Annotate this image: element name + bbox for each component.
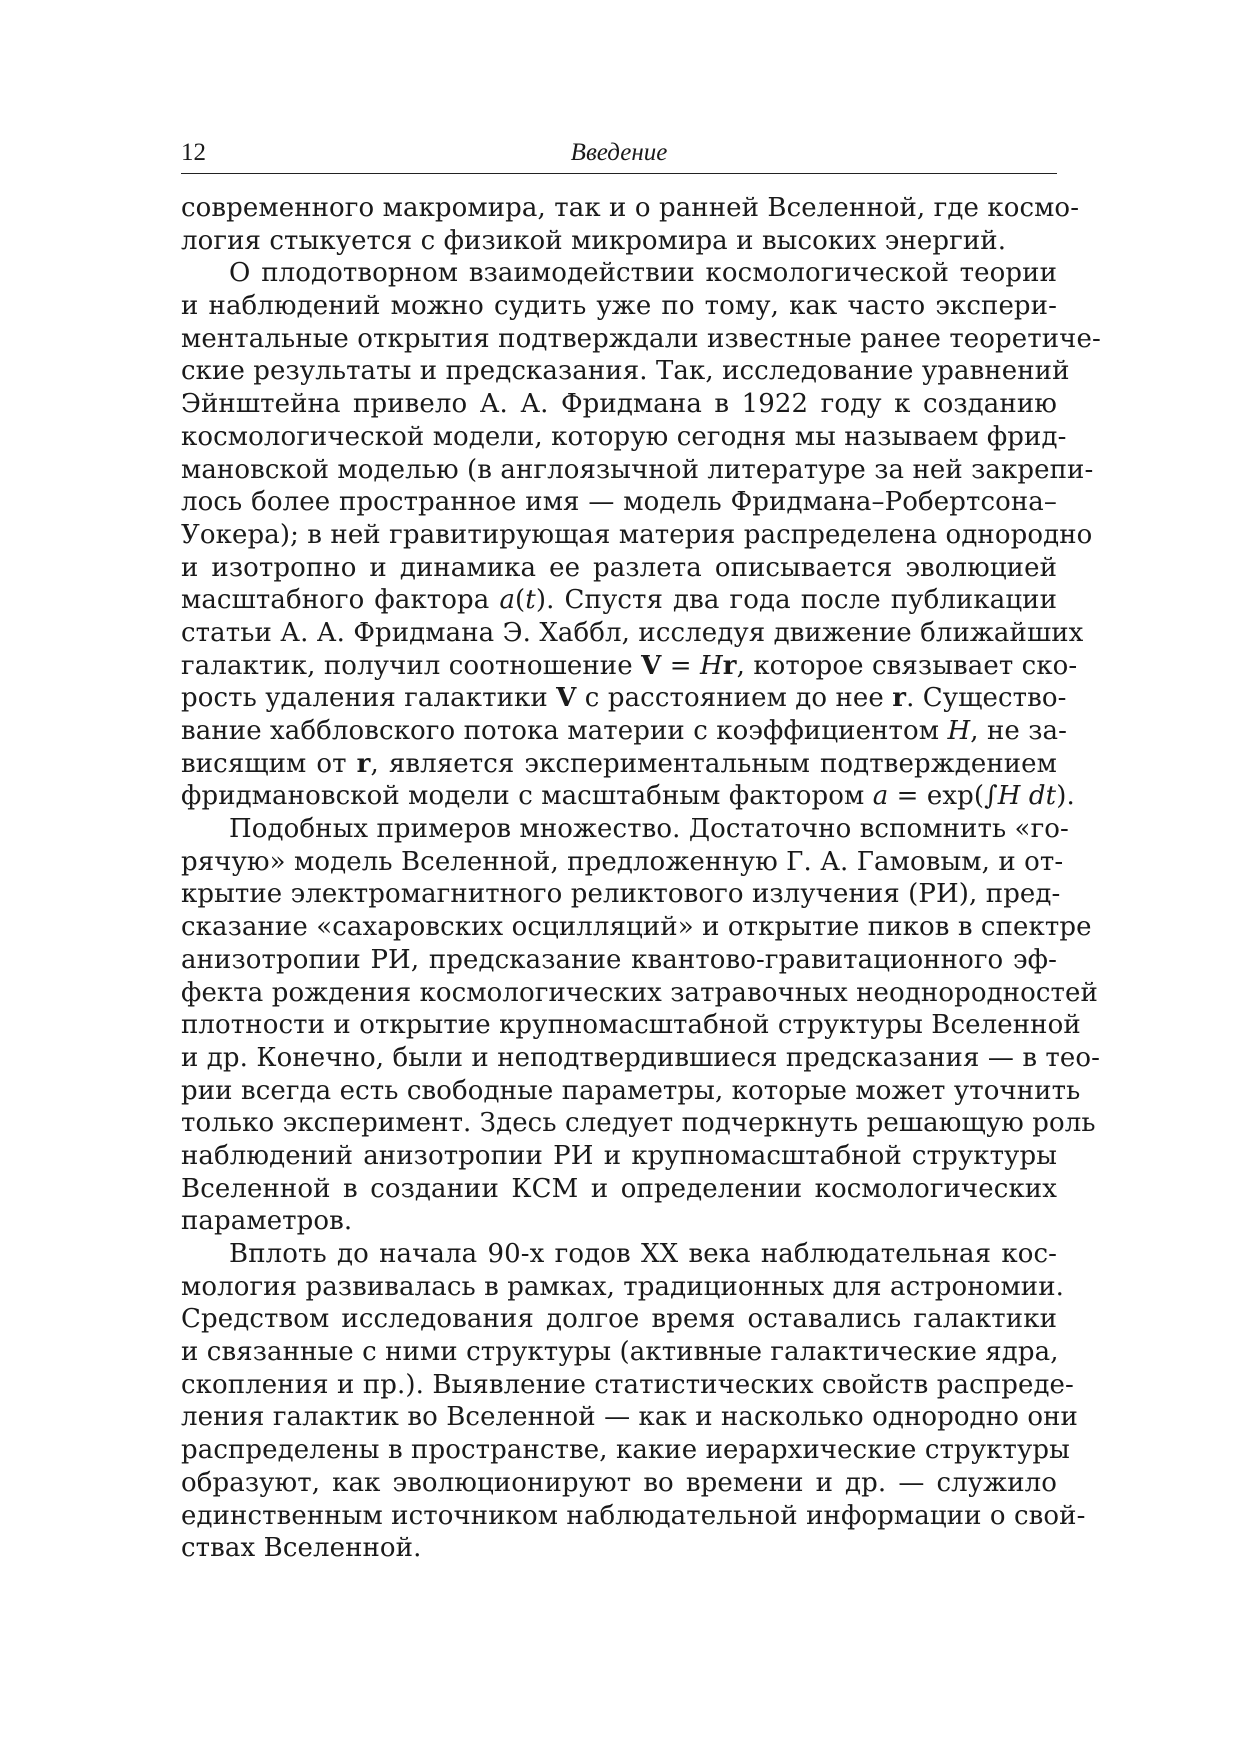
text-segment: современного макромира, так и о ранней Вселенной, где космо- (181, 193, 1080, 223)
text-line (181, 682, 1067, 715)
math-symbol: a (872, 781, 889, 812)
page-number: 12 (181, 139, 206, 166)
text-line (181, 257, 1057, 290)
text-segment: , которое связывает ско- (736, 650, 1078, 681)
text-segment: . Спустя два года после публикации (546, 585, 1057, 616)
text-segment: образуют, как эволюционируют во времени и др. — служило (181, 1467, 1057, 1498)
text-line (181, 552, 1057, 585)
text-segment: наблюдений анизотропии РИ и крупномасштабной структуры (181, 1140, 1057, 1171)
text-segment: фридмановской модели с масштабным фактором (181, 781, 873, 812)
text-line (181, 454, 1094, 487)
text-segment: мановской моделью (в англоязычной литературе за ней закрепи- (181, 454, 1094, 485)
math-symbol: ) (535, 585, 547, 616)
text-line (181, 813, 1069, 846)
text-segment: Вплоть до начала 90-х годов XX века наблюдательная кос- (229, 1239, 1057, 1269)
text-line (181, 911, 1092, 944)
text-line (181, 1401, 1078, 1434)
text-segment: рость удаления галактики (181, 683, 557, 714)
text-segment: единственным источником наблюдательной информации о свой- (181, 1500, 1086, 1531)
text-segment: рячую» модель Вселенной, предложенную Г. А. Гамовым, и от- (181, 846, 1064, 877)
text-segment: висящим от (181, 748, 357, 779)
text-line (181, 290, 1057, 323)
text-line (181, 1336, 1057, 1369)
text-line (181, 1238, 1057, 1271)
text-segment: с расстоянием до нее (576, 683, 893, 714)
text-segment: фекта рождения космологических затравочных неоднородностей (181, 977, 1098, 1008)
text-line (181, 1434, 1070, 1467)
text-segment: масштабного фактора (181, 585, 500, 616)
text-segment: Уокера); в ней гравитирующая материя распределена однородно (181, 519, 1093, 550)
math-symbol: H dt (997, 781, 1057, 812)
text-segment: ления галактик во Вселенной — как и насколько однородно они (181, 1402, 1078, 1433)
text-segment: и др. Конечно, были и неподтвердившиеся предсказания — в тео- (181, 1042, 1101, 1073)
text-line (181, 748, 1057, 781)
text-segment: , является экспериментальным подтверждением (370, 748, 1057, 779)
text-line (181, 1042, 1101, 1075)
text-segment: вание хаббловского потока материи с коэффициентом (181, 716, 948, 746)
text-line (181, 225, 1057, 258)
math-symbol: = (661, 650, 700, 681)
math-symbol: a (499, 585, 516, 616)
text-segment: мология развивалась в рамках, традиционных для астрономии. (181, 1271, 1065, 1302)
text-line (181, 1467, 1057, 1500)
text-line (181, 1173, 1057, 1206)
text-segment: Подобных примеров множество. Достаточно вспомнить «го- (229, 814, 1069, 845)
text-segment: только эксперимент. Здесь следует подчеркнуть решающую роль (181, 1108, 1096, 1139)
math-symbol: r (722, 650, 737, 681)
text-line (181, 1369, 1074, 1402)
text-line (181, 388, 1057, 421)
text-segment: плотности и открытие крупномасштабной структуры Вселенной (181, 1010, 1081, 1041)
text-segment: крытие электромагнитного реликтового излучения (РИ), пред- (181, 879, 1061, 910)
text-segment: параметров. (181, 1206, 353, 1237)
math-symbol: V (641, 650, 662, 681)
text-line (181, 1532, 1057, 1565)
text-segment: Средством исследования долгое время оставались галактики (181, 1304, 1057, 1335)
body-text (181, 192, 1101, 1565)
text-segment: и изотропно и динамика ее разлета описывается эволюцией (181, 552, 1057, 583)
text-line (181, 192, 1080, 225)
text-segment: скопления и пр.). Выявление статистических свойств распреде- (181, 1369, 1074, 1400)
text-line (181, 486, 1057, 519)
text-segment: ские результаты и предсказания. Так, исследование уравнений (181, 356, 1070, 387)
math-symbol: r (356, 748, 371, 779)
text-line (181, 355, 1070, 388)
text-segment: космологической модели, которую сегодня мы называем фрид- (181, 421, 1067, 452)
text-segment: Эйнштейна привело А. А. Фридмана в 1922 году к созданию (181, 389, 1057, 420)
text-line (181, 715, 1068, 748)
text-line (181, 878, 1061, 911)
text-line (181, 1009, 1081, 1042)
running-head: Введение (570, 139, 668, 166)
text-segment: статьи А. А. Фридмана Э. Хаббл, исследуя движение ближайших (181, 617, 1084, 648)
text-segment: логия стыкуется с физикой микромира и высоких энергий. (181, 225, 1007, 256)
text-segment: О плодотворном взаимодействии космологической теории (229, 258, 1057, 289)
text-segment: Вселенной в создании КСМ и определении космологических (181, 1173, 1057, 1204)
text-line (181, 617, 1084, 650)
math-symbol: H (947, 716, 971, 746)
text-segment: анизотропии РИ, предсказание квантово-гравитационного эф- (181, 944, 1057, 975)
text-segment: лось более пространное имя — модель Фридмана–Робертсона– (181, 487, 1057, 518)
text-line (181, 650, 1078, 683)
text-line (181, 584, 1057, 617)
text-line (181, 1140, 1057, 1173)
text-line (181, 323, 1101, 356)
text-segment: сказание «сахаровских осцилляций» и открытие пиков в спектре (181, 912, 1092, 943)
page-header (181, 139, 1057, 174)
math-symbol: = exp(∫ (888, 781, 998, 812)
text-line (181, 944, 1057, 977)
text-line (181, 1107, 1096, 1140)
text-segment: . Существо- (906, 683, 1067, 714)
text-line (181, 1303, 1057, 1336)
text-line (181, 519, 1093, 552)
text-line (181, 1205, 1057, 1238)
text-segment: рии всегда есть свободные параметры, которые может уточнить (181, 1075, 1081, 1106)
text-line (181, 1271, 1065, 1304)
text-segment: , не за- (970, 716, 1068, 746)
text-segment: ментальные открытия подтверждали известные ранее теоретиче- (181, 323, 1101, 354)
math-symbol: V (556, 683, 577, 714)
text-line (181, 1500, 1086, 1533)
text-line (181, 846, 1064, 879)
math-symbol: t (525, 585, 536, 616)
text-line (181, 977, 1098, 1010)
text-segment: и связанные с ними структуры (активные галактические ядра, (181, 1337, 1059, 1368)
text-segment: распределены в пространстве, какие иерархические структуры (181, 1435, 1070, 1466)
text-segment: и наблюдений можно судить уже по тому, как часто экспери- (181, 291, 1057, 322)
text-line (181, 780, 1075, 813)
math-symbol: H (700, 650, 723, 681)
text-line (181, 1075, 1081, 1108)
math-symbol: r (892, 683, 907, 714)
text-line (181, 421, 1067, 454)
math-symbol: ( (515, 585, 526, 616)
text-segment: галактик, получил соотношение (181, 650, 642, 681)
text-segment: ствах Вселенной. (181, 1533, 422, 1564)
math-symbol: ). (1056, 781, 1075, 812)
